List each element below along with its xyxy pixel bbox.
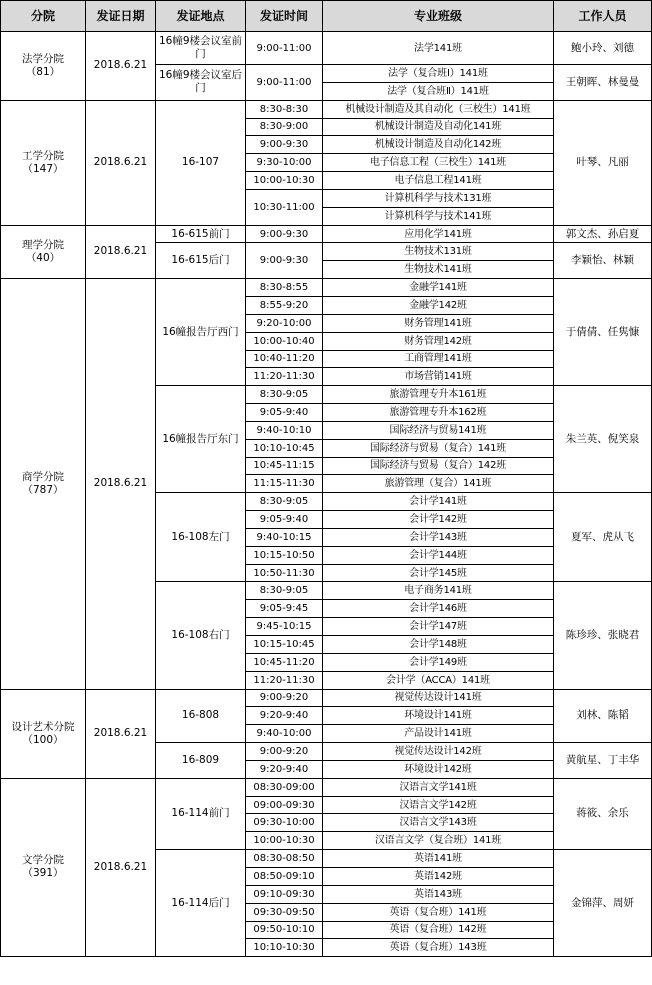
time-cell: 9:00-11:00 (246, 32, 323, 65)
time-cell: 9:45-10:15 (246, 618, 323, 636)
location-cell: 16-107 (156, 100, 246, 225)
class-cell: 法学141班 (323, 32, 554, 65)
class-cell: 汉语言文学142班 (323, 796, 554, 814)
time-cell: 9:30-10:00 (246, 154, 323, 172)
time-cell: 9:05-9:40 (246, 511, 323, 529)
table-row (1, 100, 652, 118)
school-cell (1, 100, 86, 225)
school-count: （40） (25, 251, 61, 264)
class-cell: 产品设计141班 (323, 725, 554, 743)
class-cell: 会计学144班 (323, 546, 554, 564)
staff-cell: 朱兰英、倪笑泉 (554, 386, 652, 493)
school-count: （81） (25, 65, 61, 78)
time-cell: 10:15-10:45 (246, 636, 323, 654)
table-row (1, 225, 652, 243)
class-cell: 金融学142班 (323, 296, 554, 314)
issue-date: 2018.6.21 (86, 689, 156, 778)
class-cell: 法学（复合班Ⅱ）141班 (323, 82, 554, 100)
class-cell: 国际经济与贸易（复合）141班 (323, 439, 554, 457)
class-cell: 计算机科学与技术131班 (323, 189, 554, 207)
time-cell: 8:30-8:55 (246, 279, 323, 297)
location-cell: 16幢报告厅东门 (156, 386, 246, 493)
class-cell: 会计学146班 (323, 600, 554, 618)
time-cell: 9:20-9:40 (246, 760, 323, 778)
class-cell: 金融学141班 (323, 279, 554, 297)
time-cell: 09:00-09:30 (246, 796, 323, 814)
time-cell: 8:30-9:05 (246, 582, 323, 600)
class-cell: 旅游管理专升本161班 (323, 386, 554, 404)
time-cell: 9:40-10:00 (246, 725, 323, 743)
time-cell: 9:20-10:00 (246, 314, 323, 332)
class-cell: 汉语言文学（复合班）141班 (323, 832, 554, 850)
table-row (1, 32, 652, 65)
class-cell: 会计学143班 (323, 528, 554, 546)
location-cell: 16-108左门 (156, 493, 246, 582)
school-cell (1, 689, 86, 778)
class-cell: 工商管理141班 (323, 350, 554, 368)
staff-cell: 陈珍珍、张晓君 (554, 582, 652, 689)
location-cell: 16-615前门 (156, 225, 246, 243)
time-cell: 08:30-09:00 (246, 778, 323, 796)
location-cell: 16幢报告厅西门 (156, 279, 246, 386)
issue-date: 2018.6.21 (86, 100, 156, 225)
class-cell: 财务管理141班 (323, 314, 554, 332)
time-cell: 9:00-9:20 (246, 743, 323, 761)
class-cell: 英语143班 (323, 885, 554, 903)
header-class: 专业班级 (323, 1, 554, 32)
class-cell: 会计学（ACCA）141班 (323, 671, 554, 689)
time-cell: 10:00-10:40 (246, 332, 323, 350)
staff-cell: 黄航星、丁丰华 (554, 743, 652, 779)
staff-cell: 王朝晖、林曼曼 (554, 65, 652, 101)
time-cell: 9:00-9:20 (246, 689, 323, 707)
table-row (1, 279, 652, 297)
staff-cell: 夏军、虎从飞 (554, 493, 652, 582)
class-cell: 国际经济与贸易（复合）142班 (323, 457, 554, 475)
class-cell: 电子商务141班 (323, 582, 554, 600)
time-cell: 9:20-9:40 (246, 707, 323, 725)
time-cell: 09:30-10:00 (246, 814, 323, 832)
time-cell: 11:20-11:30 (246, 368, 323, 386)
class-cell: 汉语言文学143班 (323, 814, 554, 832)
class-cell: 视觉传达设计142班 (323, 743, 554, 761)
time-cell: 8:30-9:05 (246, 493, 323, 511)
class-cell: 英语141班 (323, 850, 554, 868)
issue-date: 2018.6.21 (86, 279, 156, 689)
time-cell: 9:40-10:10 (246, 421, 323, 439)
school-name: 法学分院 (22, 52, 64, 65)
school-name: 商学分院 (22, 470, 64, 483)
school-name: 设计艺术分院 (11, 720, 75, 733)
class-cell: 生物技术131班 (323, 243, 554, 261)
time-cell: 09:10-09:30 (246, 885, 323, 903)
staff-cell: 叶琴、凡丽 (554, 100, 652, 225)
time-cell: 10:40-11:20 (246, 350, 323, 368)
school-count: （787） (22, 483, 64, 496)
school-count: （147） (22, 162, 64, 175)
class-cell: 计算机科学与技术141班 (323, 207, 554, 225)
header-date: 发证日期 (86, 1, 156, 32)
staff-cell: 刘林、陈韬 (554, 689, 652, 743)
class-cell: 电子信息工程（三校生）141班 (323, 154, 554, 172)
class-cell: 英语（复合班）143班 (323, 939, 554, 957)
class-cell: 旅游管理（复合）141班 (323, 475, 554, 493)
class-cell: 财务管理142班 (323, 332, 554, 350)
time-cell: 9:05-9:40 (246, 404, 323, 422)
school-cell (1, 32, 86, 101)
class-cell: 环境设计141班 (323, 707, 554, 725)
school-name: 文学分院 (22, 854, 64, 867)
class-cell: 英语（复合班）141班 (323, 903, 554, 921)
time-cell: 10:50-11:30 (246, 564, 323, 582)
table-row (1, 778, 652, 796)
staff-cell: 李颖怡、林颖 (554, 243, 652, 279)
time-cell: 9:00-11:00 (246, 65, 323, 101)
class-cell: 会计学141班 (323, 493, 554, 511)
class-cell: 会计学145班 (323, 564, 554, 582)
school-count: （100） (22, 733, 64, 746)
staff-cell: 于倩倩、任隽慷 (554, 279, 652, 386)
time-cell: 09:50-10:10 (246, 921, 323, 939)
school-count: （391） (22, 867, 64, 880)
class-cell: 环境设计142班 (323, 760, 554, 778)
class-cell: 应用化学141班 (323, 225, 554, 243)
class-cell: 会计学147班 (323, 618, 554, 636)
location-cell: 16幢9楼会议室后门 (156, 65, 246, 101)
time-cell: 10:00-10:30 (246, 172, 323, 190)
class-cell: 会计学142班 (323, 511, 554, 529)
time-cell: 10:00-10:30 (246, 832, 323, 850)
staff-cell: 金锦萍、周妍 (554, 850, 652, 957)
location-cell: 16-108右门 (156, 582, 246, 689)
class-cell: 机械设计制造及自动化141班 (323, 118, 554, 136)
location-cell: 16-114前门 (156, 778, 246, 849)
time-cell: 10:15-10:50 (246, 546, 323, 564)
class-cell: 国际经济与贸易141班 (323, 421, 554, 439)
time-cell: 10:45-11:20 (246, 653, 323, 671)
location-cell: 16幢9楼会议室前门 (156, 32, 246, 65)
time-cell: 8:30-8:30 (246, 100, 323, 118)
time-cell: 9:05-9:45 (246, 600, 323, 618)
school-cell (1, 279, 86, 689)
class-cell: 视觉传达设计141班 (323, 689, 554, 707)
time-cell: 08:30-08:50 (246, 850, 323, 868)
header-location: 发证地点 (156, 1, 246, 32)
class-cell: 生物技术141班 (323, 261, 554, 279)
class-cell: 会计学148班 (323, 636, 554, 654)
staff-cell: 鲍小玲、刘德 (554, 32, 652, 65)
time-cell: 9:40-10:15 (246, 528, 323, 546)
class-cell: 汉语言文学141班 (323, 778, 554, 796)
class-cell: 英语（复合班）142班 (323, 921, 554, 939)
class-cell: 机械设计制造及其自动化（三校生）141班 (323, 100, 554, 118)
class-cell: 英语142班 (323, 867, 554, 885)
time-cell: 10:10-10:45 (246, 439, 323, 457)
table-row (1, 689, 652, 707)
time-cell: 10:10-10:30 (246, 939, 323, 957)
issue-date: 2018.6.21 (86, 778, 156, 956)
time-cell: 8:55-9:20 (246, 296, 323, 314)
time-cell: 11:20-11:30 (246, 671, 323, 689)
class-cell: 市场营销141班 (323, 368, 554, 386)
location-cell: 16-808 (156, 689, 246, 743)
location-cell: 16-114后门 (156, 850, 246, 957)
school-name: 工学分院 (22, 149, 64, 162)
class-cell: 会计学149班 (323, 653, 554, 671)
time-cell: 10:30-11:00 (246, 189, 323, 225)
issue-date: 2018.6.21 (86, 225, 156, 279)
staff-cell: 蒋筱、余乐 (554, 778, 652, 849)
class-cell: 机械设计制造及自动化142班 (323, 136, 554, 154)
table-body (1, 32, 652, 957)
header-row (1, 1, 652, 32)
header-time: 发证时间 (246, 1, 323, 32)
class-cell: 电子信息工程141班 (323, 172, 554, 190)
class-cell: 法学（复合班Ⅰ）141班 (323, 65, 554, 83)
class-cell: 旅游管理专升本162班 (323, 404, 554, 422)
time-cell: 8:30-9:00 (246, 118, 323, 136)
time-cell: 9:00-9:30 (246, 136, 323, 154)
time-cell: 11:15-11:30 (246, 475, 323, 493)
issue-date: 2018.6.21 (86, 32, 156, 101)
time-cell: 09:30-09:50 (246, 903, 323, 921)
school-cell (1, 778, 86, 956)
time-cell: 8:30-9:05 (246, 386, 323, 404)
location-cell: 16-809 (156, 743, 246, 779)
header-staff: 工作人员 (554, 1, 652, 32)
location-cell: 16-615后门 (156, 243, 246, 279)
time-cell: 9:00-9:30 (246, 225, 323, 243)
time-cell: 9:00-9:30 (246, 243, 323, 279)
school-name: 理学分院 (22, 238, 64, 251)
time-cell: 10:45-11:15 (246, 457, 323, 475)
school-cell (1, 225, 86, 279)
header-school: 分院 (1, 1, 86, 32)
staff-cell: 郭文杰、孙启夏 (554, 225, 652, 243)
time-cell: 08:50-09:10 (246, 867, 323, 885)
